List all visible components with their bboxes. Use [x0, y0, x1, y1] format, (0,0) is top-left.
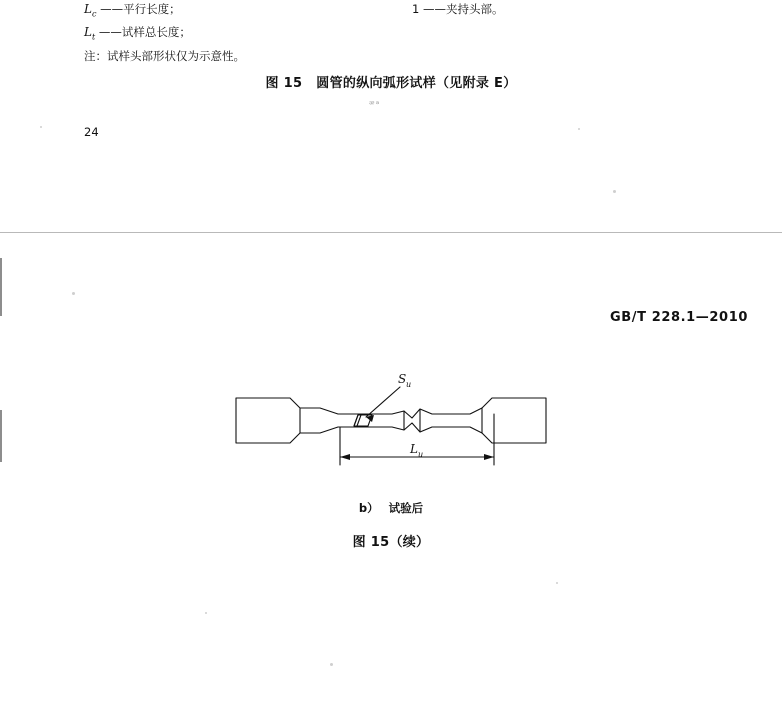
legend-dash: —— [98, 25, 122, 40]
legend-symbol: L [84, 25, 92, 40]
legend-dash: —— [422, 2, 446, 16]
page-number: 24 [84, 125, 99, 139]
scan-speck [72, 292, 75, 295]
legend-symbol: L [84, 2, 92, 16]
sub-caption-text: 试验后 [388, 501, 424, 515]
previous-figure-caption [0, 72, 782, 91]
scan-speck [578, 128, 580, 130]
figure-legend-right [412, 0, 503, 19]
figure-sub-caption [0, 500, 782, 516]
scan-speck [330, 663, 333, 666]
area-subscript-label: u [406, 380, 412, 389]
specimen-figure [0, 365, 782, 510]
scan-speck [40, 126, 42, 128]
legend-symbol: 1 [412, 2, 420, 16]
right-grip-head [482, 398, 546, 443]
scan-speck [205, 612, 207, 614]
specimen-lower-profile [300, 423, 482, 433]
figure-label: 图 15 [265, 76, 303, 91]
figure-caption-continued: 图 15（续） [352, 535, 430, 550]
scan-speck [613, 190, 616, 193]
length-subscript-label: u [418, 450, 424, 459]
legend-subscript: c [91, 9, 97, 19]
area-symbol-label: S [398, 372, 407, 386]
legend-row [412, 0, 503, 19]
legend-row [84, 0, 245, 23]
length-symbol-label: L [410, 442, 418, 456]
scan-speck [556, 582, 558, 584]
figure-legend-left [84, 0, 245, 66]
legend-row [84, 23, 245, 46]
figure-note: 注：试样头部形状仅为示意性。 [84, 48, 245, 63]
scan-smudge: ᵆᵃ [368, 99, 381, 111]
specimen-upper-profile [300, 408, 482, 418]
page-divider [0, 232, 782, 233]
legend-subscript: t [91, 32, 96, 42]
sub-caption-label: b） [358, 501, 379, 515]
cross-section-hatch [354, 415, 361, 426]
figure-title: 圆管的纵向弧形试样（见附录 E） [316, 76, 517, 91]
legend-dash: —— [100, 2, 124, 16]
dimension-arrow-left [340, 454, 350, 460]
legend-text: 平行长度； [123, 2, 181, 16]
legend-text: 夹持头部。 [445, 2, 504, 16]
specimen-drawing [0, 365, 782, 510]
leader-line [366, 387, 400, 417]
left-grip-head [236, 398, 300, 443]
scan-edge-mark [0, 258, 2, 316]
dimension-arrow-right [484, 454, 494, 460]
standard-number-header: GB/T 228.1—2010 [609, 310, 748, 325]
legend-text: 试样总长度； [121, 25, 191, 40]
